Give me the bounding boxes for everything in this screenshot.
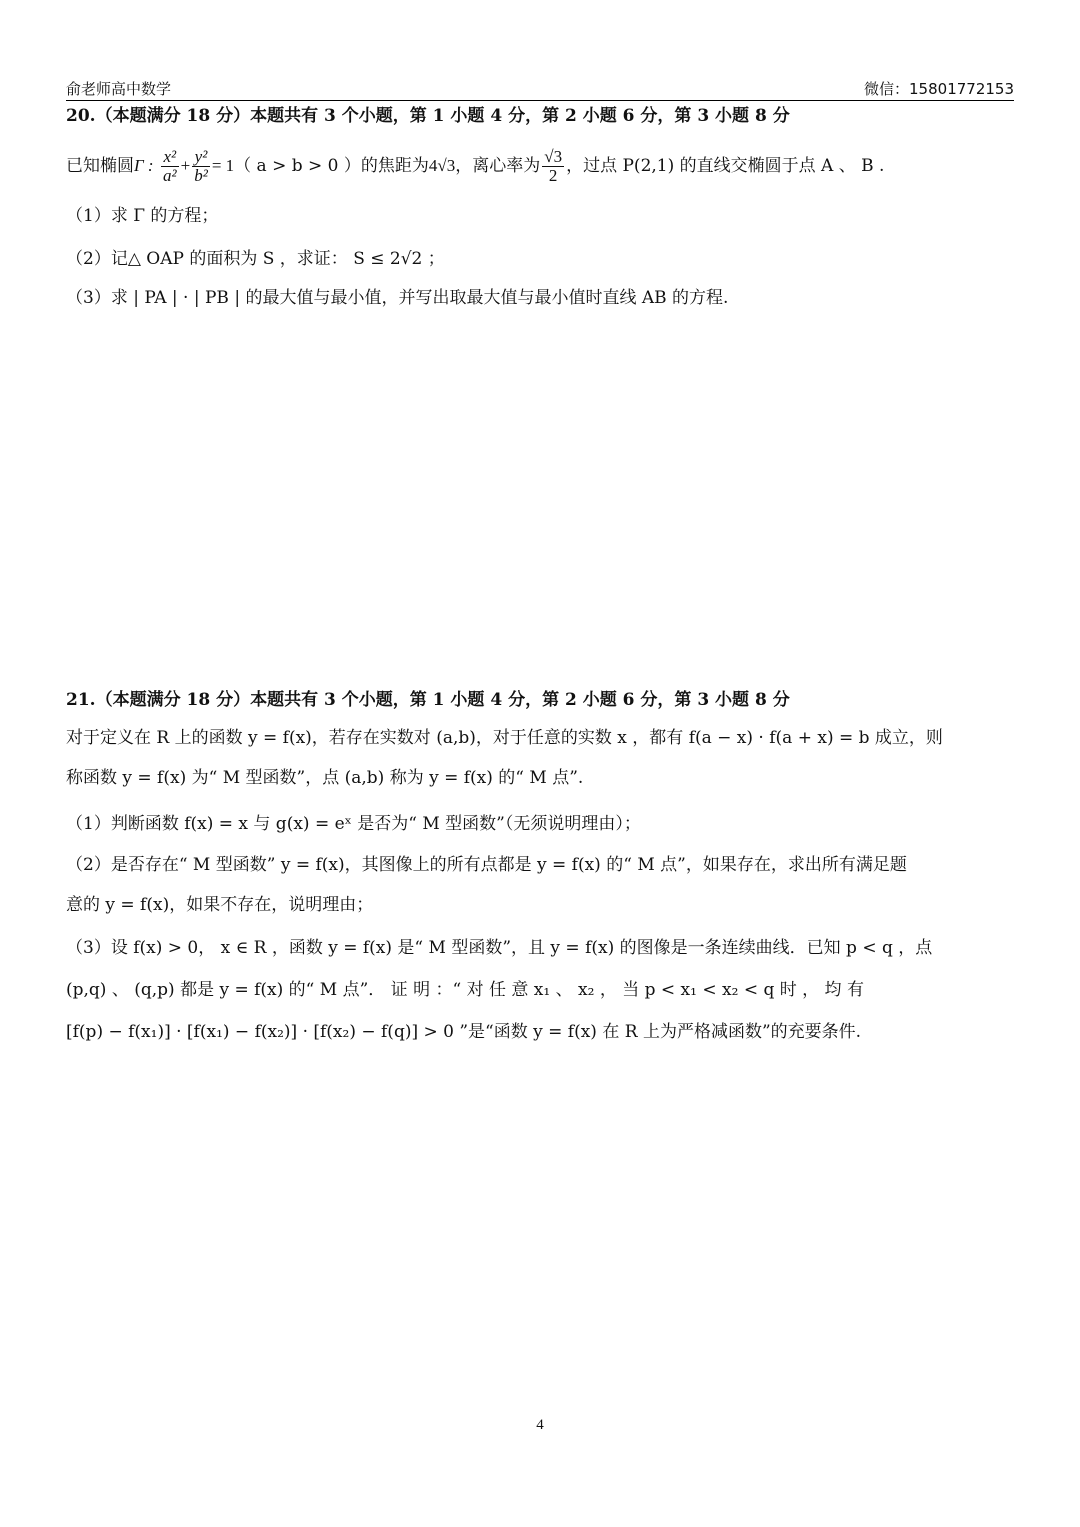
q20-frac-y-den: b² bbox=[194, 166, 208, 185]
header-left: 俞老师高中数学 bbox=[66, 80, 172, 98]
q20-focal: 4√3 bbox=[428, 156, 456, 175]
page-header bbox=[66, 74, 1014, 101]
q20-frac-y-num: y² bbox=[192, 148, 210, 167]
q21-part3-line2: (p,q) 、 (q,p) 都是 y = f(x) 的“ M 点”． 证 明 ：“ 对 任 意 x₁ 、 x₂ ， 当 p < x₁ < x₂ < q 时 ， 均 有 bbox=[66, 980, 864, 1000]
q21-part2-line1: （2）是否存在“ M 型函数” y = f(x)，其图像上的所有点都是 y = f(x) 的“ M 点”，如果存在，求出所有满足题 bbox=[66, 855, 907, 875]
q20-part2: （2）记△ OAP 的面积为 S ，求证： S ≤ 2√2 ； bbox=[66, 249, 445, 269]
q20-ecc-label: ，离心率为 bbox=[455, 156, 541, 176]
q20-tail: ，过点 P(2,1) 的直线交椭圆于点 A 、 B . bbox=[566, 156, 885, 176]
q20-stem bbox=[66, 146, 1014, 186]
q20-part1: （1）求 Γ 的方程； bbox=[66, 206, 219, 226]
q21-stem-line1: 对于定义在 R 上的函数 y = f(x)，若存在实数对 (a,b)，对于任意的实数 x ，都有 f(a − x) · f(a + x) = b 成立，则 bbox=[66, 728, 943, 748]
q20-cond: （ a > b > 0 ）的焦距为 bbox=[234, 156, 429, 176]
q21-part2-line2: 意的 y = f(x)，如果不存在，说明理由； bbox=[66, 895, 374, 915]
q20-frac-y bbox=[192, 148, 210, 185]
q20-eq-one: = 1 bbox=[211, 156, 235, 175]
q20-frac-x bbox=[161, 148, 179, 185]
q20-part3: （3）求 | PA | · | PB | 的最大值与最小值，并写出取最大值与最小值时直线 AB 的方程. bbox=[66, 288, 729, 308]
q20-ecc-num: √3 bbox=[544, 147, 563, 167]
q20-ecc-den: 2 bbox=[548, 166, 558, 185]
q20-title: 20.（本题满分 18 分）本题共有 3 个小题，第 1 小题 4 分，第 2 小题 6 分，第 3 小题 8 分 bbox=[66, 106, 790, 126]
q21-part3-line1: （3）设 f(x) > 0， x ∈ R ，函数 y = f(x) 是“ M 型函数”，且 y = f(x) 的图像是一条连续曲线．已知 p < q ，点 bbox=[66, 938, 933, 958]
q20-gamma: Γ : bbox=[134, 156, 154, 175]
q20-frac-x-num: x² bbox=[161, 148, 179, 167]
header-right: 微信：15801772153 bbox=[864, 80, 1014, 98]
q20-ecc-frac bbox=[542, 148, 564, 185]
q21-part3-line3: [f(p) − f(x₁)] · [f(x₁) − f(x₂)] · [f(x₂) − f(q)] > 0 ”是“函数 y = f(x) 在 R 上为严格减函数”的充要条件. bbox=[66, 1022, 862, 1042]
q20-plus: + bbox=[180, 156, 191, 175]
q21-title: 21.（本题满分 18 分）本题共有 3 个小题，第 1 小题 4 分，第 2 小题 6 分，第 3 小题 8 分 bbox=[66, 690, 790, 710]
q20-frac-x-den: a² bbox=[163, 166, 177, 185]
q21-part1: （1）判断函数 f(x) = x 与 g(x) = eˣ 是否为“ M 型函数”（无须说明理由）； bbox=[66, 814, 641, 834]
q21-stem-line2: 称函数 y = f(x) 为“ M 型函数”，点 (a,b) 称为 y = f(x) 的“ M 点”. bbox=[66, 768, 584, 788]
page-number: 4 bbox=[536, 1417, 544, 1433]
q20-stem-intro: 已知椭圆 bbox=[66, 156, 134, 176]
